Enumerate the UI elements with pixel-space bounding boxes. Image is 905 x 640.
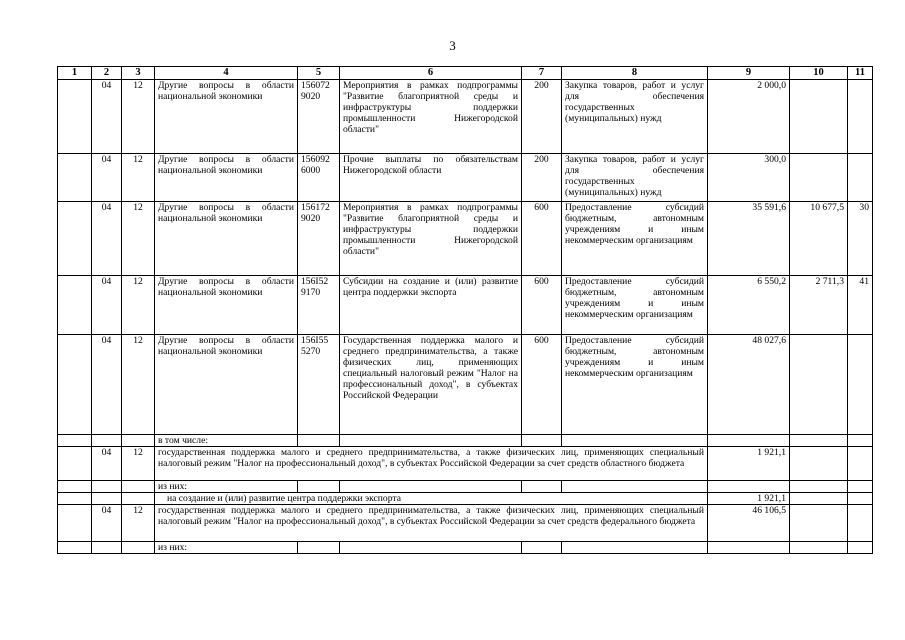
cell-target-code: 156092 6000 bbox=[298, 154, 340, 202]
cell-section: 04 bbox=[92, 276, 122, 335]
cell-empty bbox=[58, 202, 92, 276]
table-row-sub-regional bbox=[58, 447, 873, 481]
cell-expense-name: Закупка товаров, работ и услуг для обеспечения государственных (муниципальных) нужд bbox=[562, 80, 708, 154]
cell-expense-name: Предоставление субсидий бюджетным, автономным учреждениям и иным некоммерческим организациям bbox=[562, 335, 708, 435]
header-col-10: 10 bbox=[790, 67, 848, 80]
cell-amount-3 bbox=[848, 80, 873, 154]
cell-amount-2: 2 711,3 bbox=[790, 276, 848, 335]
cell-section: 04 bbox=[92, 505, 122, 542]
cell-expense-code: 600 bbox=[522, 202, 562, 276]
cell-section-name: Другие вопросы в области национальной экономики bbox=[155, 276, 298, 335]
cell-section-name: Другие вопросы в области национальной экономики bbox=[155, 80, 298, 154]
cell-expense-name: Закупка товаров, работ и услуг для обеспечения государственных (муниципальных) нужд bbox=[562, 154, 708, 202]
of-them-label: из них: bbox=[155, 481, 298, 493]
sub-item-text: государственная поддержка малого и среднего предпринимательства, а также физических лиц, применяющих специальный налоговый режим "Налог на профессиональный доход", в субъектах Российской Федерации за счет средств областного бюджета bbox=[155, 447, 708, 481]
table-row bbox=[58, 80, 873, 154]
cell-amount-2 bbox=[790, 154, 848, 202]
cell-target-name: Субсидии на создание и (или) развитие центра поддержки экспорта bbox=[340, 276, 522, 335]
cell-expense-code: 200 bbox=[522, 154, 562, 202]
header-col-6: 6 bbox=[340, 67, 522, 80]
header-col-4: 4 bbox=[155, 67, 298, 80]
cell-target-code: 156172 9020 bbox=[298, 202, 340, 276]
cell-target-code: 156072 9020 bbox=[298, 80, 340, 154]
cell-target-name: Мероприятия в рамках подпрограммы "Развитие благоприятной среды и инфраструктуры поддержки промышленности Нижегородской области" bbox=[340, 202, 522, 276]
header-col-11: 11 bbox=[848, 67, 873, 80]
cell-amount-2: 10 677,5 bbox=[790, 202, 848, 276]
sub-item-text: государственная поддержка малого и среднего предпринимательства, а также физических лиц, применяющих специальный налоговый режим "Налог на профессиональный доход", в субъектах Российской Федерации за счет средств федерального бюджета bbox=[155, 505, 708, 542]
header-col-9: 9 bbox=[708, 67, 790, 80]
table-row-sub-federal bbox=[58, 505, 873, 542]
cell-subsection: 12 bbox=[122, 335, 155, 435]
cell-empty bbox=[58, 335, 92, 435]
header-row bbox=[58, 67, 873, 80]
cell-section: 04 bbox=[92, 202, 122, 276]
header-col-5: 5 bbox=[298, 67, 340, 80]
cell-section: 04 bbox=[92, 154, 122, 202]
cell-amount: 6 550,2 bbox=[708, 276, 790, 335]
cell-amount: 300,0 bbox=[708, 154, 790, 202]
cell-target-name: Прочие выплаты по обязательствам Нижегородской области bbox=[340, 154, 522, 202]
cell-section-name: Другие вопросы в области национальной экономики bbox=[155, 154, 298, 202]
cell-section-name: Другие вопросы в области национальной экономики bbox=[155, 335, 298, 435]
cell-section: 04 bbox=[92, 447, 122, 481]
budget-table bbox=[57, 66, 873, 554]
cell-section: 04 bbox=[92, 335, 122, 435]
cell-amount: 35 591,6 bbox=[708, 202, 790, 276]
cell-amount: 1 921,1 bbox=[708, 493, 790, 505]
table-row bbox=[58, 335, 873, 435]
sub-item-text: на создание и (или) развитие центра поддержки экспорта bbox=[155, 493, 708, 505]
cell-amount: 48 027,6 bbox=[708, 335, 790, 435]
table-row-export-center bbox=[58, 493, 873, 505]
cell-amount: 1 921,1 bbox=[708, 447, 790, 481]
header-col-2: 2 bbox=[92, 67, 122, 80]
cell-amount-2 bbox=[790, 335, 848, 435]
header-col-1: 1 bbox=[58, 67, 92, 80]
cell-amount-2 bbox=[790, 80, 848, 154]
cell-target-name: Государственная поддержка малого и среднего предпринимательства, а также физических лиц, применяющих специальный налоговый режим "Налог на профессиональный доход", в субъектах Российской Федерации bbox=[340, 335, 522, 435]
including-label: в том числе: bbox=[155, 435, 298, 447]
cell-expense-code: 600 bbox=[522, 335, 562, 435]
cell-subsection: 12 bbox=[122, 80, 155, 154]
cell-subsection: 12 bbox=[122, 202, 155, 276]
cell-amount: 46 106,5 bbox=[708, 505, 790, 542]
cell-target-code: 156I55 5270 bbox=[298, 335, 340, 435]
cell-amount-3 bbox=[848, 335, 873, 435]
table-row-including bbox=[58, 435, 873, 447]
of-them-label: из них: bbox=[155, 542, 298, 554]
cell-empty bbox=[58, 276, 92, 335]
cell-expense-code: 600 bbox=[522, 276, 562, 335]
header-col-7: 7 bbox=[522, 67, 562, 80]
cell-empty bbox=[58, 154, 92, 202]
cell-subsection: 12 bbox=[122, 154, 155, 202]
cell-amount-3: 41 bbox=[848, 276, 873, 335]
table-row bbox=[58, 202, 873, 276]
cell-section-name: Другие вопросы в области национальной экономики bbox=[155, 202, 298, 276]
cell-section: 04 bbox=[92, 80, 122, 154]
cell-target-name: Мероприятия в рамках подпрограммы "Развитие благоприятной среды и инфраструктуры поддержки промышленности Нижегородской области" bbox=[340, 80, 522, 154]
cell-expense-name: Предоставление субсидий бюджетным, автономным учреждениям и иным некоммерческим организациям bbox=[562, 276, 708, 335]
cell-expense-code: 200 bbox=[522, 80, 562, 154]
cell-subsection: 12 bbox=[122, 447, 155, 481]
cell-subsection: 12 bbox=[122, 505, 155, 542]
header-col-3: 3 bbox=[122, 67, 155, 80]
table-row bbox=[58, 154, 873, 202]
table-row bbox=[58, 276, 873, 335]
cell-amount-3: 30 bbox=[848, 202, 873, 276]
table-row-of-them bbox=[58, 481, 873, 493]
table-row-of-them bbox=[58, 542, 873, 554]
cell-amount: 2 000,0 bbox=[708, 80, 790, 154]
cell-amount-3 bbox=[848, 154, 873, 202]
cell-empty bbox=[58, 80, 92, 154]
cell-subsection: 12 bbox=[122, 276, 155, 335]
header-col-8: 8 bbox=[562, 67, 708, 80]
cell-target-code: 156I52 9170 bbox=[298, 276, 340, 335]
page-number: 3 bbox=[449, 38, 456, 53]
cell-expense-name: Предоставление субсидий бюджетным, автономным учреждениям и иным некоммерческим организациям bbox=[562, 202, 708, 276]
